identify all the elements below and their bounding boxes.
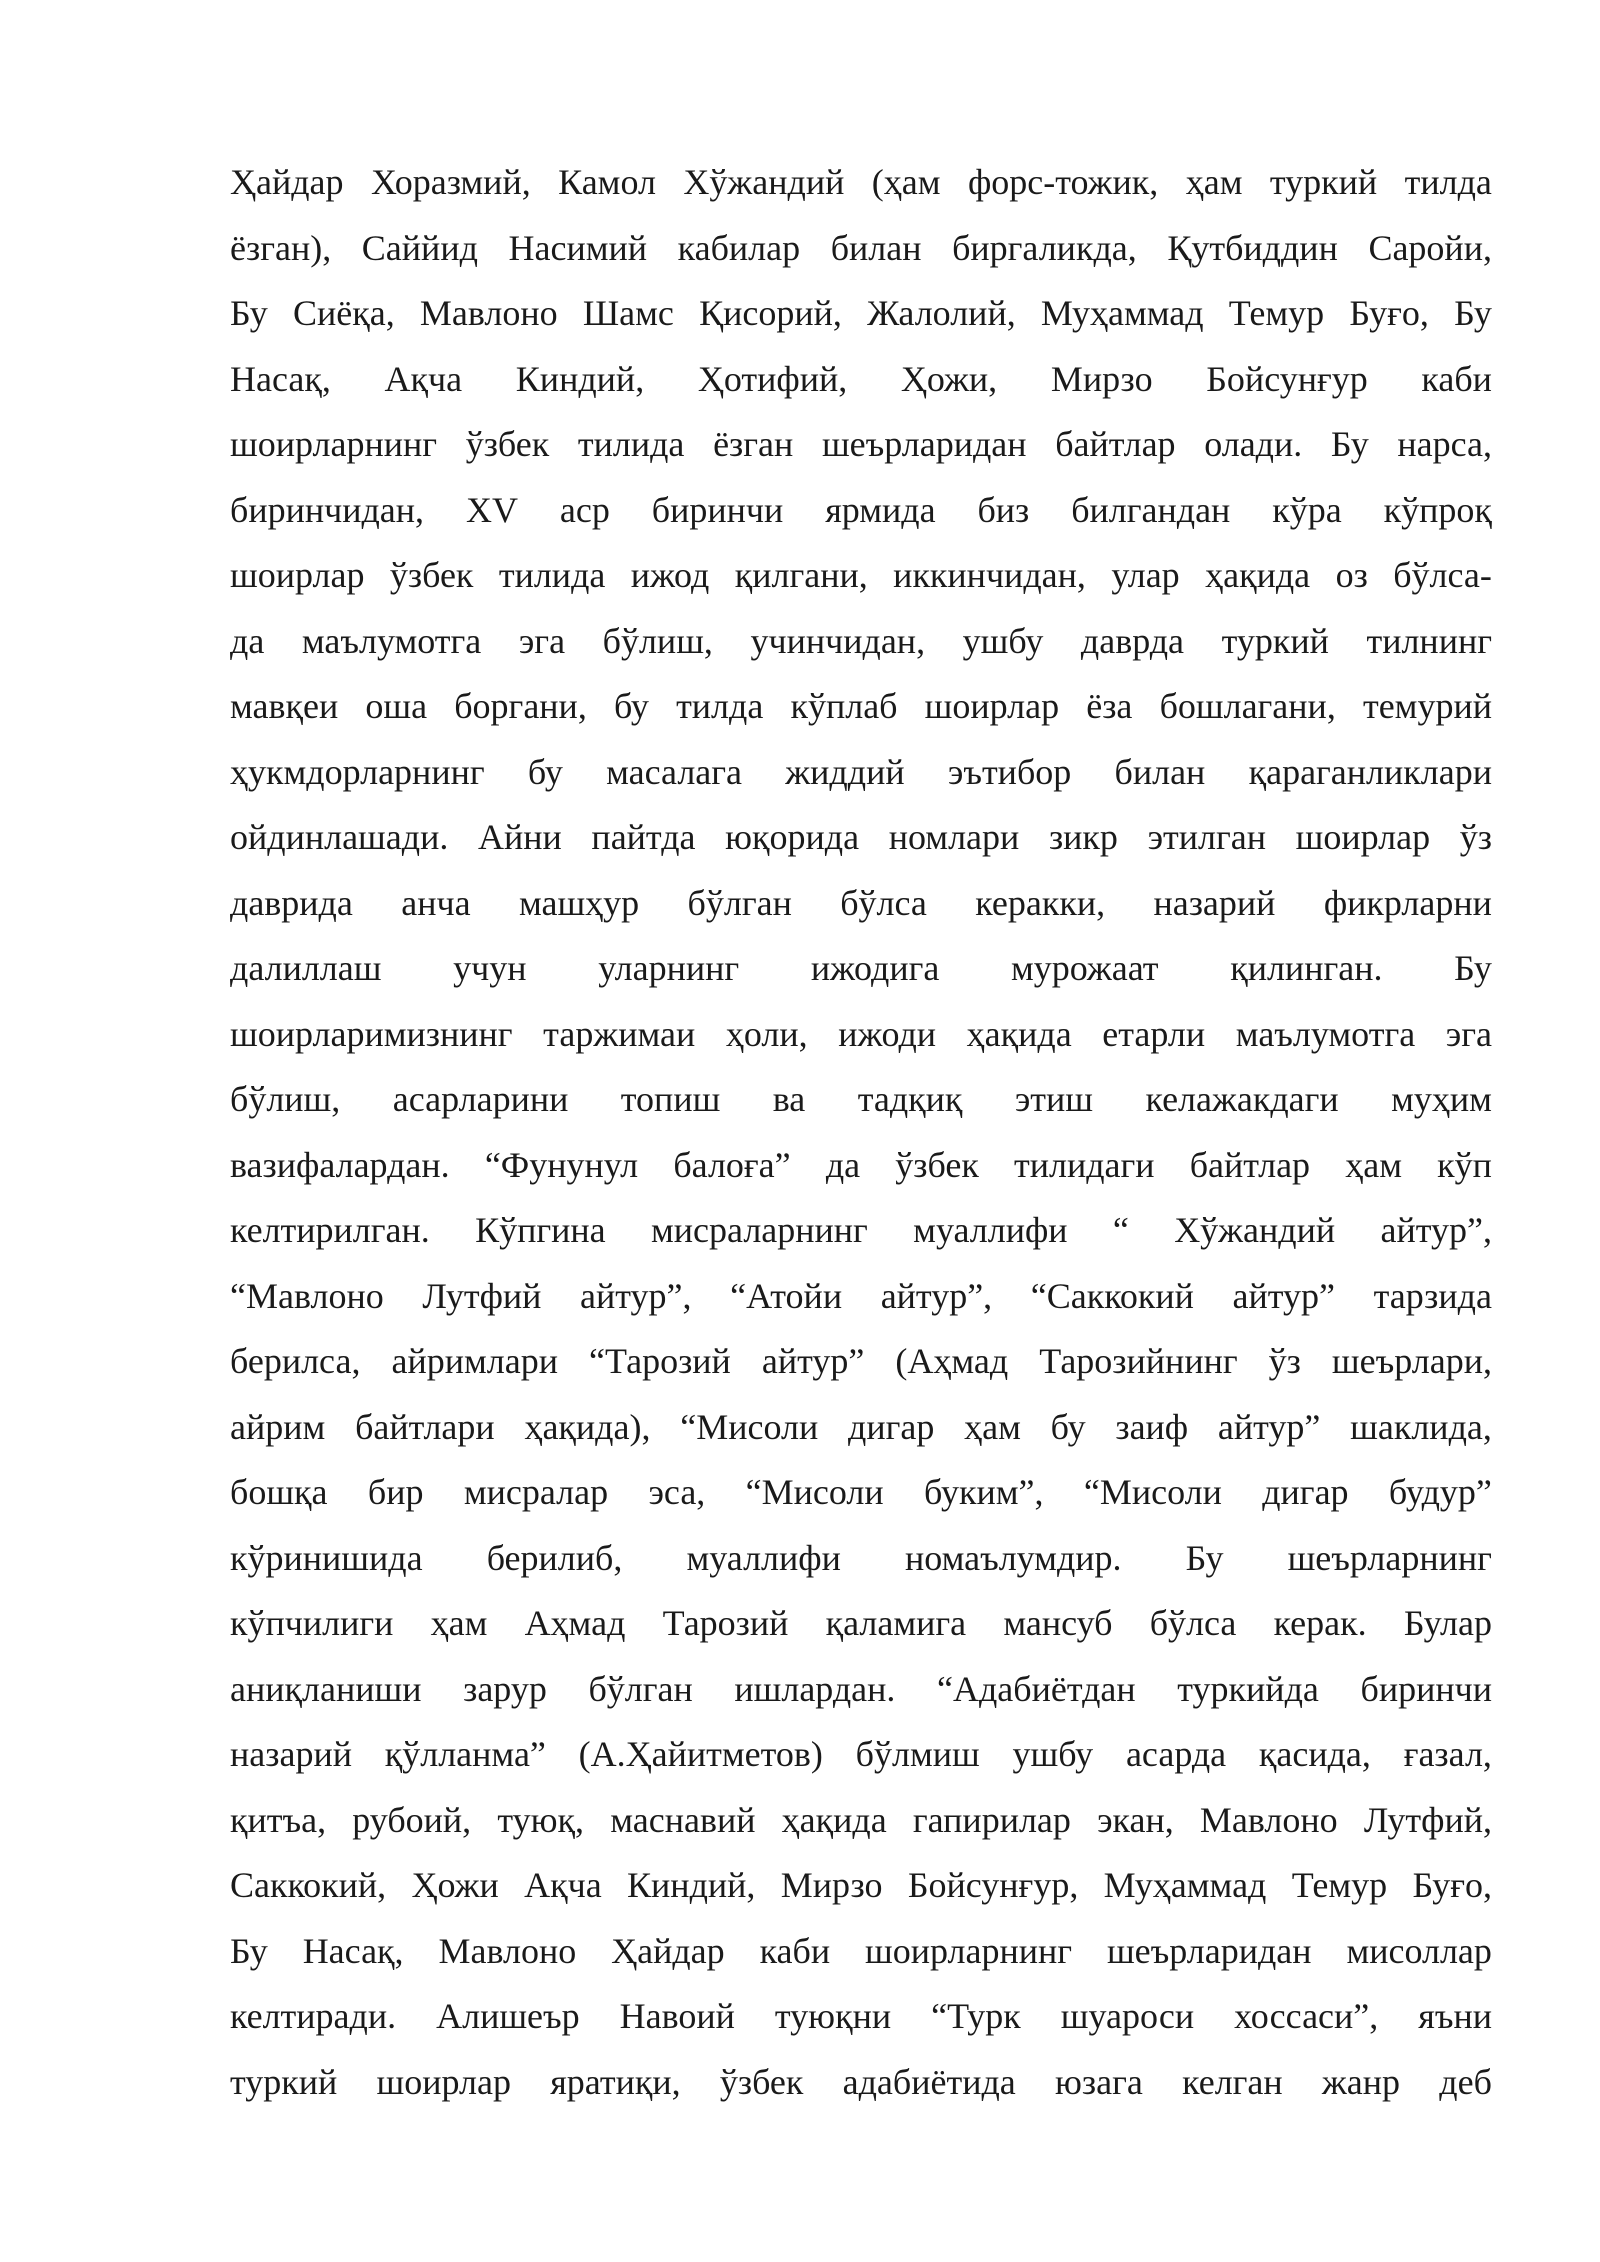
- text-line: ҳукмдорларнинг бу масалага жиддий эътибор билан қараганликлари: [230, 751, 1492, 792]
- text-line: бўлиш, асарларини топиш ва тадқиқ этиш келажакдаги муҳим: [230, 1079, 1492, 1119]
- text-line: Ҳайдар Хоразмий, Камол Хўжандий (ҳам форс-тожик, ҳам туркий тилда: [230, 162, 1492, 202]
- text-line: назарий қўлланма” (А.Ҳайитметов) бўлмиш ушбу асарда қасида, ғазал,: [230, 1734, 1492, 1774]
- text-line: “Мавлоно Лутфий айтур”, “Атойи айтур”, “Саккокий айтур” тарзида: [230, 1275, 1492, 1316]
- text-line: шоирлар ўзбек тилида ижод қилгани, иккинчидан, улар ҳақида оз бўлса-: [230, 555, 1492, 595]
- text-line: мавқеи оша боргани, бу тилда кўплаб шоирлар ёза бошлагани, темурий: [230, 686, 1492, 726]
- text-line: айрим байтлари ҳақида), “Мисоли дигар ҳам бу заиф айтур” шаклида,: [230, 1406, 1492, 1447]
- text-line: Саккокий, Ҳожи Ақча Киндий, Мирзо Бойсунғур, Муҳаммад Темур Буғо,: [230, 1865, 1492, 1905]
- text-line: даврида анча машҳур бўлган бўлса керакки, назарий фикрларни: [230, 882, 1492, 923]
- text-line: шоирларимизнинг таржимаи ҳоли, ижоди ҳақида етарли маълумотга эга: [230, 1013, 1492, 1054]
- text-line: келтирилган. Кўпгина мисраларнинг муаллифи “ Хўжандий айтур”,: [230, 1210, 1492, 1250]
- text-line: аниқланиши зарур бўлган ишлардан. “Адабиётдан туркийда биринчи: [230, 1668, 1492, 1709]
- text-line: берилса, айримлари “Тарозий айтур” (Аҳмад Тарозийнинг ўз шеърлари,: [230, 1341, 1492, 1381]
- text-line: да маълумотга эга бўлиш, учинчидан, ушбу даврда туркий тилнинг: [230, 620, 1492, 661]
- text-line: Бу Насақ, Мавлоно Ҳайдар каби шоирларнинг шеърларидан мисоллар: [230, 1930, 1492, 1971]
- text-line: кўринишида берилиб, муаллифи номаълумдир. Бу шеърларнинг: [230, 1537, 1492, 1578]
- text-line: кўпчилиги ҳам Аҳмад Тарозий қаламига мансуб бўлса керак. Булар: [230, 1603, 1492, 1643]
- text-line: Насақ, Ақча Киндий, Ҳотифий, Ҳожи, Мирзо Бойсунғур каби: [230, 358, 1492, 399]
- text-line: бошқа бир мисралар эса, “Мисоли буким”, “Мисоли дигар будур”: [230, 1472, 1492, 1512]
- text-line: шоирларнинг ўзбек тилида ёзган шеърларидан байтлар олади. Бу нарса,: [230, 424, 1492, 464]
- text-line: вазифалардан. “Фунунул балоға” да ўзбек тилидаги байтлар ҳам кўп: [230, 1144, 1492, 1185]
- text-line: туркий шоирлар яратиқи, ўзбек адабиётида юзага келган жанр деб: [230, 2061, 1492, 2102]
- text-line: ёзган), Саййид Насимий кабилар билан биргаликда, Қутбиддин Саройи,: [230, 227, 1492, 268]
- body-text: [230, 150, 1492, 2115]
- text-line: далиллаш учун уларнинг ижодига мурожаат қилинган. Бу: [230, 948, 1492, 988]
- text-line: ойдинлашади. Айни пайтда юқорида номлари зикр этилган шоирлар ўз: [230, 817, 1492, 857]
- text-line: келтиради. Алишеър Навоий туюқни “Турк шуароси хоссаси”, яъни: [230, 1996, 1492, 2036]
- text-line: биринчидан, XV аср биринчи ярмида биз билгандан кўра кўпроқ: [230, 489, 1492, 530]
- text-line: Бу Сиёқа, Мавлоно Шамс Қисорий, Жалолий, Муҳаммад Темур Буғо, Бу: [230, 293, 1492, 333]
- text-line: қитъа, рубоий, туюқ, маснавий ҳақида гапирилар экан, Мавлоно Лутфий,: [230, 1799, 1492, 1840]
